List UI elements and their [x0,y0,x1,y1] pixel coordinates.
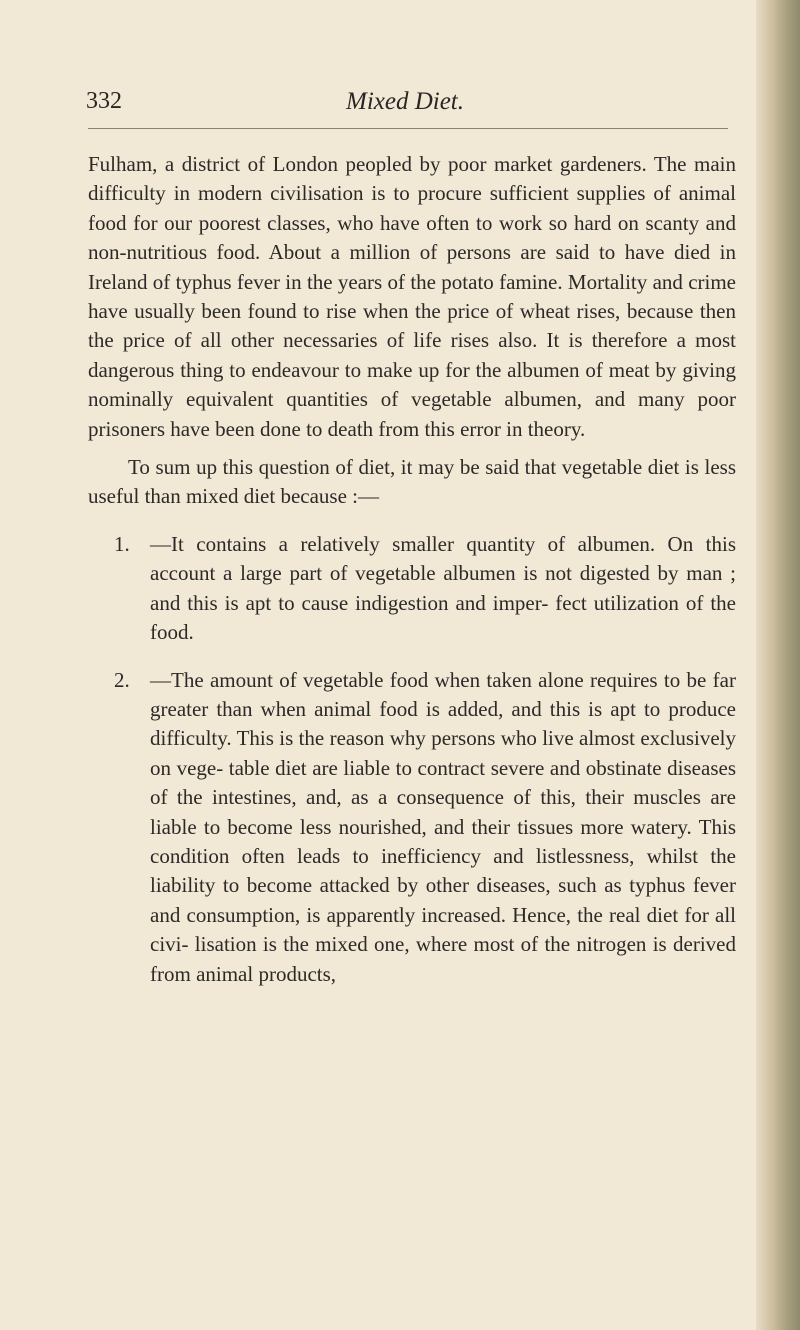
body-text [88,150,736,989]
paragraph-summary: To sum up this question of diet, it may be said that vegetable diet is less useful than mixed diet because :— [88,455,736,509]
list-item-number: 1. [114,531,130,556]
list-item-number: 2. [114,667,130,692]
list-item-text: —The amount of vegetable food when taken alone requires to be far greater than when animal food is added, and this is apt to produce difficulty. This is the reason why persons who live almost exclusively on vege- table diet are liable to contract severe and obstinate diseases of the intestines, and, as a consequence of this, their muscles are liable to become less nourished, and their tissues more watery. This condition often leads to inefficiency and listlessness, whilst the liability to become attacked by other diseases, such as typhus fever and consumption, is apparently increased. Hence, the real diet for all civi- lisation is the mixed one, where most of the nitrogen is derived from animal products, [150,667,736,986]
page-edge-shadow [756,0,800,1330]
page-header [86,88,728,124]
header-rule [88,128,728,129]
list-item [114,666,736,989]
page-number: 332 [86,88,122,114]
paragraph-continuation: Fulham, a district of London peopled by poor market gardeners. The main difficulty in modern civilisation is to procure sufficient supplies of animal food for our poorest classes, who have often to work so hard on scanty and non-nutritious food. About a million of persons are said to have died in Ireland of typhus fever in the years of the potato famine. Mortality and crime have usually been found to rise when the price of wheat rises, because then the price of all other necessaries of life rises also. It is therefore a most dangerous thing to endeavour to make up for the albumen of meat by giving nominally equivalent quantities of vegetable albumen, and many poor prisoners have been done to death from this error in theory. [88,152,736,441]
list-item [114,530,736,648]
running-title: Mixed Diet. [346,88,465,115]
list-item-text: —It contains a relatively smaller quantity of albumen. On this account a large part of vegetable albumen is not digested by man ; and this is apt to cause indigestion and imper- fect utilization of the food. [150,531,736,645]
